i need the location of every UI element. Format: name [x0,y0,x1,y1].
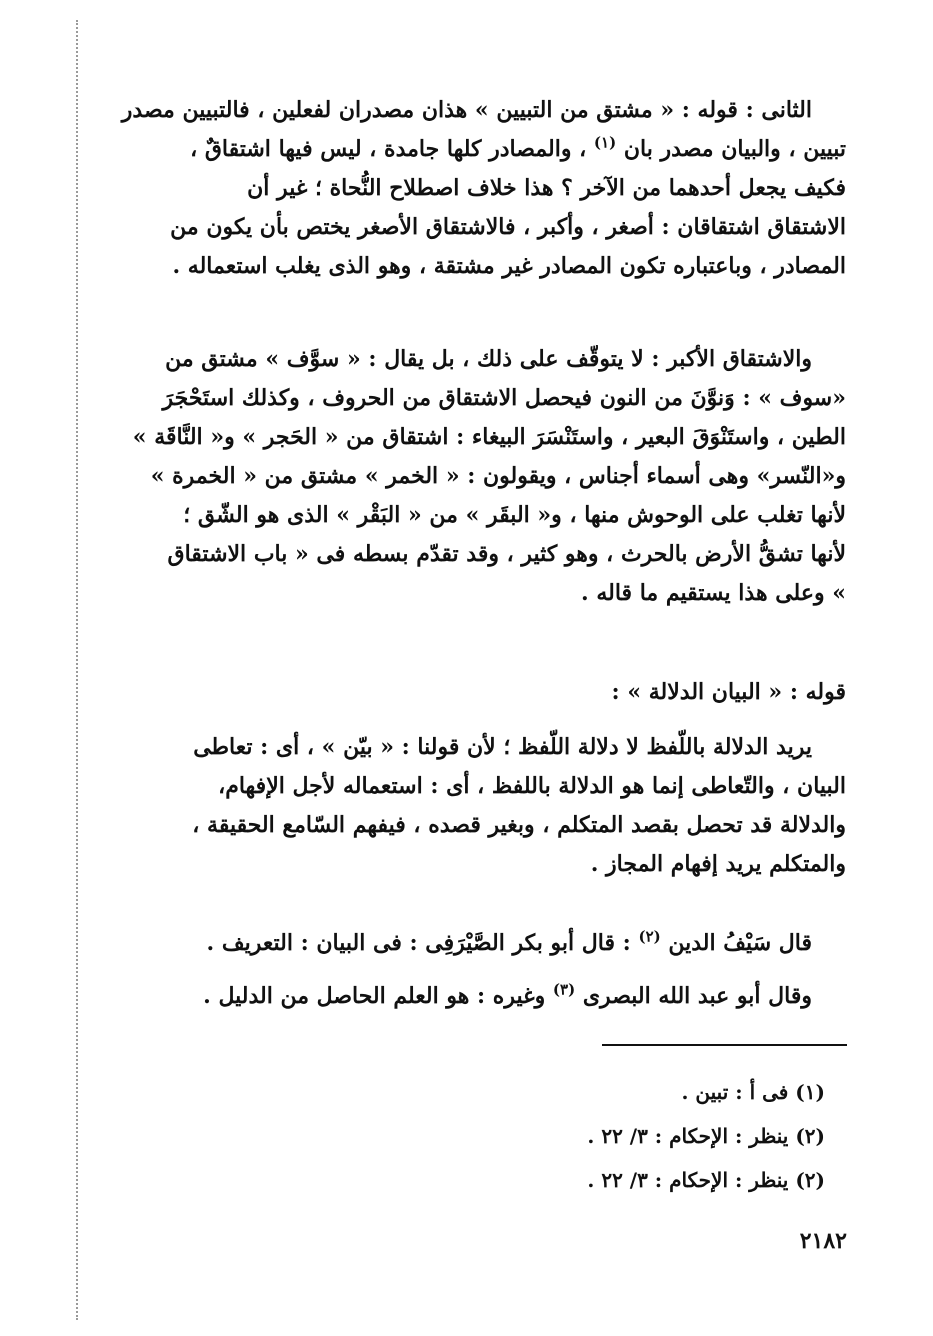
footnotes [587,1070,825,1202]
footnote-item: (١) فى أ : تبين . [681,1080,825,1104]
text-segment: : قوله : « مشتق من التبيين » هذان مصدران لفعلين ، فالتبيين مصدر [121,97,762,123]
text-line: الطين ، واستَنْوَقَ البعير ، واستَنْسَرَ البيغاء : اشتقاق من « الحَجر » و« النَّاقَة » [132,424,846,450]
text-line [118,924,846,963]
text-segment: وقال أبو عبد الله البصرى [575,983,812,1009]
paragraph-lead: الثانى [761,97,812,123]
footnote-separator-rule [602,1044,847,1046]
text-line: لأنها تشقُّ الأرض بالحرث ، وهو كثير ، وقد تقدّم بسطه فى « باب الاشتقاق [167,541,846,567]
footnote-reference: (١) [593,133,617,152]
paragraph-greater-derivation [118,340,846,613]
paragraph-sayf-al-din-quote [118,924,846,963]
footnote-reference: (٣) [552,980,576,999]
text-line: «سوف » : وَنوَّنَ من النون فيحصل الاشتقاق من الحروف ، وكذلك استَحْجَرَ [162,385,846,411]
text-segment: تبيين ، والبيان مصدر بان [623,136,846,162]
text-line: والاشتقاق الأكبر : لا يتوقّف على ذلك ، بل يقال : « سوَّف » مشتق من [165,346,812,372]
text-segment: : « البيان الدلالة » : [611,679,806,705]
paragraph-bayan-heading [118,673,846,712]
page-number: ٢١٨٢ [799,1228,847,1254]
text-line: فكيف يجعل أحدهما من الآخر ؟ هذا خلاف اصطلاح النُّحاة ؛ غير أن [247,175,846,201]
footnote-item: (٢) ينظر : الإحكام : ٣/ ٢٢ . [587,1168,825,1192]
text-line [118,91,846,130]
paragraph-basri-quote [118,977,846,1016]
text-line: البيان ، والتّعاطى إنما هو الدلالة باللفظ ، أى : استعماله لأجل الإفهام، [218,773,846,799]
text-line: والمتكلم يريد إفهام المجاز . [590,851,846,877]
text-line [118,673,846,712]
paragraph-meaning-of-indication [118,728,846,884]
text-line: لأنها تغلب على الوحوش منها ، و« البقَر » من « البَقْر » الذى هو الشّق ؛ [183,502,846,528]
binding-gutter-dotted-line [76,20,78,1320]
text-segment: : قال أبو بكر الصَّيْرَفِى : فى البيان : التعريف . [206,930,639,956]
text-line: و«النّسر» وهى أسماء أجناس ، ويقولون : « الخمر » مشتق من « الخمرة » [150,463,846,489]
text-segment: قال سَيْفُ الدين [660,930,812,956]
paragraph-lead: قوله [805,679,846,705]
text-line: يريد الدلالة باللّفظ لا دلالة اللّفظ ؛ لأن قولنا : « بيّن » ، أى : تعاطى [193,734,812,760]
text-line: » وعلى هذا يستقيم ما قاله . [581,580,846,606]
text-line: الاشتقاق اشتقاقان : أصغر ، وأكبر ، فالاشتقاق الأصغر يختص بأن يكون من [170,214,846,240]
paragraph-second-point [118,91,846,286]
text-segment: وغيره : هو العلم الحاصل من الدليل . [203,983,553,1009]
footnote-item: (٢) ينظر : الإحكام : ٣/ ٢٢ . [587,1124,825,1148]
text-line: والدلالة قد تحصل بقصد المتكلم ، وبغير قصده ، فيفهم السّامع الحقيقة ، [192,812,846,838]
text-line: المصادر ، وباعتباره تكون المصادر غير مشتقة ، وهو الذى يغلب استعماله . [172,253,846,279]
text-segment: ، والمصادر كلها جامدة ، ليس فيها اشتقاقٌ ، [190,136,594,162]
text-line [118,130,846,169]
text-line [118,977,846,1016]
footnote-reference: (٢) [638,927,661,946]
